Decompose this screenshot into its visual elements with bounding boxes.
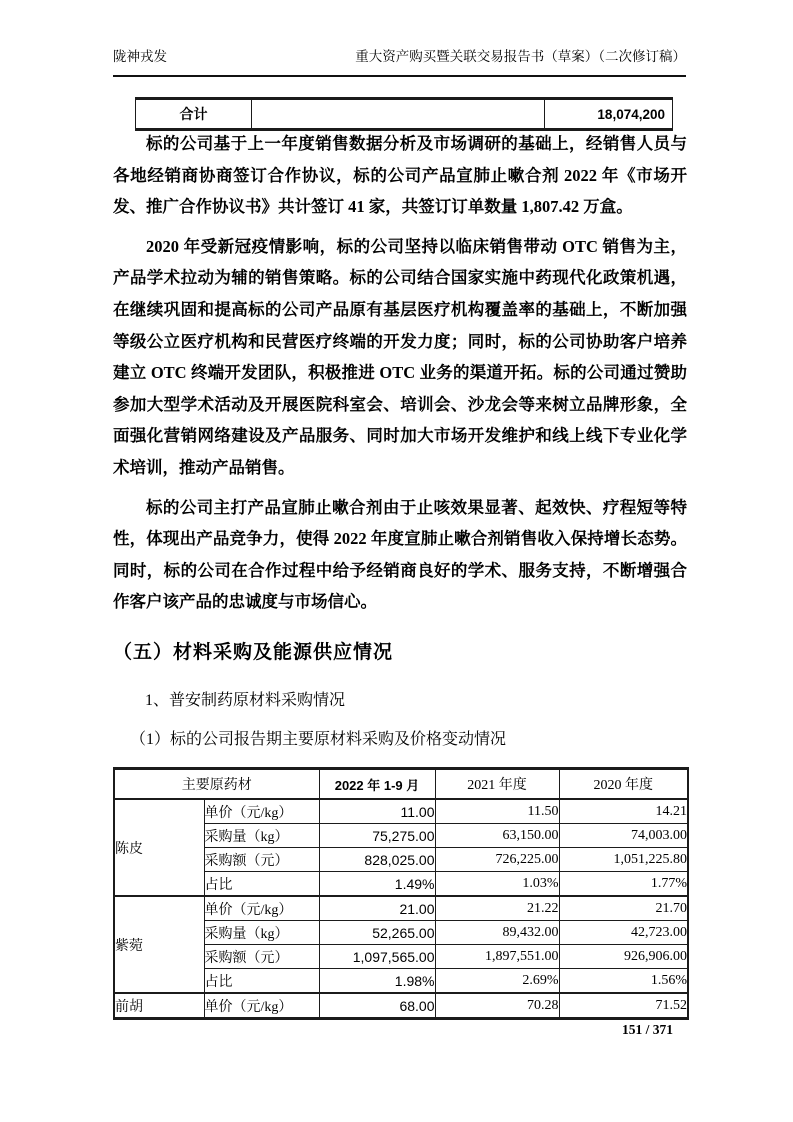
page-header: [113, 48, 686, 67]
summary-total-value: 18,074,200: [545, 99, 673, 130]
summary-total-row: [136, 99, 673, 130]
paragraph-product-competitiveness: 标的公司主打产品宣肺止嗽合剂由于止咳效果显著、起效快、疗程短等特性，体现出产品竞争力，使得 2022 年度宣肺止嗽合剂销售收入保持增长态势。同时，标的公司在合作过程中给予经销商良好的学术、服务支持，不断增强合作客户该产品的忠诚度与市场信心。: [113, 497, 687, 612]
value-2022: 11.00: [319, 799, 435, 824]
metric-label: 单价（元/kg）: [204, 799, 319, 824]
value-2022: 1,097,565.00: [319, 945, 435, 969]
summary-total-label: 合计: [136, 99, 252, 130]
metric-label: 采购额（元）: [204, 848, 319, 872]
subsection-heading: 1、普安制药原材料采购情况: [145, 692, 346, 709]
value-2020: 1,051,225.80: [559, 848, 688, 872]
material-name: 紫菀: [114, 896, 204, 993]
subsubsection-heading: （1）标的公司报告期主要原材料采购及价格变动情况: [130, 731, 507, 748]
materials-table: [113, 767, 689, 1020]
metric-label: 采购量（kg）: [204, 921, 319, 945]
value-2020: 14.21: [559, 799, 688, 824]
page-number: 151 / 371: [621, 1022, 673, 1037]
value-2021: 21.22: [435, 896, 559, 921]
column-header-material: 主要原药材: [114, 769, 319, 800]
value-2022: 21.00: [319, 896, 435, 921]
value-2022: 52,265.00: [319, 921, 435, 945]
value-2022: 68.00: [319, 993, 435, 1019]
value-2022: 1.49%: [319, 872, 435, 897]
paragraph-covid-strategy: 2020 年受新冠疫情影响，标的公司坚持以临床销售带动 OTC 销售为主，产品学术拉动为辅的销售策略。标的公司结合国家实施中药现代化政策机遇，在继续巩固和提高标的公司产品原有基层医疗机构覆盖率的基础上，不断加强等级公立医疗机构和民营医疗终端的开发力度；同时，标的公司协助客户培养建立 OTC 终端开发团队，积极推进 OTC 业务的渠道开拓。标的公司通过赞助参加大型学术活动及开展医院科室会、培训会、沙龙会等来树立品牌形象，全面强化营销网络建设及产品服务、同时加大市场开发维护和线上线下专业化学术培训，推动产品销售。: [113, 236, 687, 477]
header-report-title: 重大资产购买暨关联交易报告书（草案）（二次修订稿）: [355, 49, 686, 64]
table-row: [114, 896, 688, 921]
column-header-2022: 2022 年 1-9 月: [319, 769, 435, 800]
materials-table-header-row: [114, 769, 688, 800]
metric-label: 单价（元/kg）: [204, 993, 319, 1019]
header-divider: [113, 75, 686, 77]
value-2021: 2.69%: [435, 969, 559, 994]
value-2020: 926,906.00: [559, 945, 688, 969]
column-header-2021: 2021 年度: [435, 769, 559, 800]
value-2020: 71.52: [559, 993, 688, 1019]
value-2022: 1.98%: [319, 969, 435, 994]
summary-empty-cell: [252, 99, 545, 130]
value-2022: 75,275.00: [319, 824, 435, 848]
value-2021: 70.28: [435, 993, 559, 1019]
metric-label: 占比: [204, 969, 319, 994]
value-2020: 74,003.00: [559, 824, 688, 848]
metric-label: 占比: [204, 872, 319, 897]
value-2020: 21.70: [559, 896, 688, 921]
body-paragraphs: [113, 128, 687, 626]
value-2021: 1.03%: [435, 872, 559, 897]
value-2021: 1,897,551.00: [435, 945, 559, 969]
value-2021: 63,150.00: [435, 824, 559, 848]
value-2020: 1.56%: [559, 969, 688, 994]
material-name: 前胡: [114, 993, 204, 1019]
value-2021: 89,432.00: [435, 921, 559, 945]
value-2020: 1.77%: [559, 872, 688, 897]
value-2021: 11.50: [435, 799, 559, 824]
paragraph-sales-agreements: 标的公司基于上一年度销售数据分析及市场调研的基础上，经销售人员与各地经销商协商签订合作协议，标的公司产品宣肺止嗽合剂 2022 年《市场开发、推广合作协议书》共计签订 41 家，共签订订单数量 1,807.42 万盒。: [113, 134, 687, 217]
summary-table: [135, 97, 673, 131]
metric-label: 采购量（kg）: [204, 824, 319, 848]
table-row: [114, 799, 688, 824]
header-company-name: 陇神戎发: [113, 49, 167, 64]
value-2020: 42,723.00: [559, 921, 688, 945]
value-2022: 828,025.00: [319, 848, 435, 872]
metric-label: 单价（元/kg）: [204, 896, 319, 921]
column-header-2020: 2020 年度: [559, 769, 688, 800]
value-2021: 726,225.00: [435, 848, 559, 872]
metric-label: 采购额（元）: [204, 945, 319, 969]
table-row: [114, 993, 688, 1019]
material-name: 陈皮: [114, 799, 204, 896]
section-heading: （五）材料采购及能源供应情况: [113, 642, 394, 663]
